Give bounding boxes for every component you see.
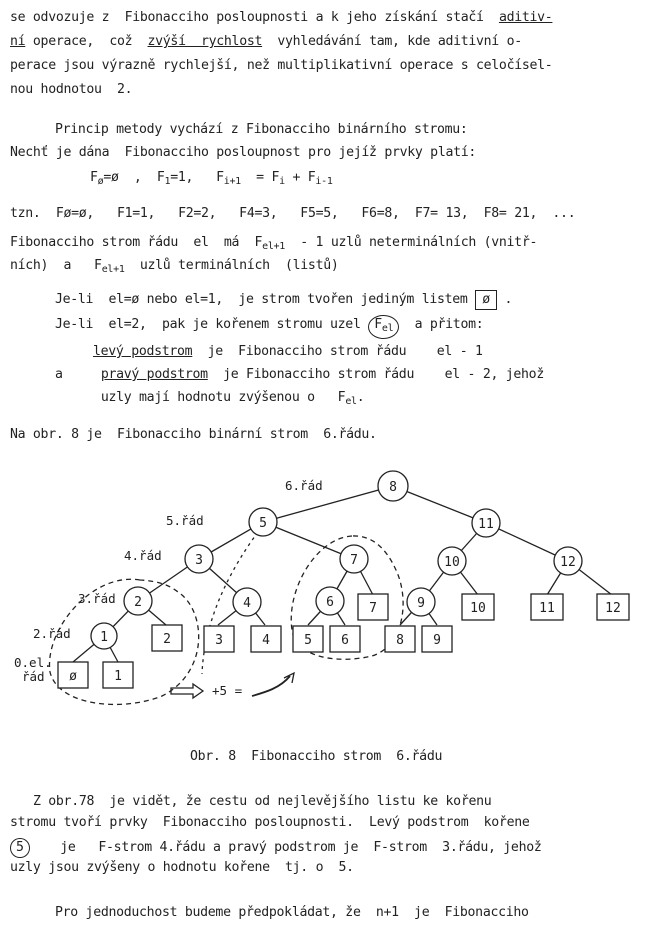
tree-node: 10 [444,555,460,570]
case-line-4: a pravý podstrom je Fibonacciho strom řádu el - 2, jehož [55,367,544,382]
tree-node: 2 [134,595,142,610]
tree-node: 6 [326,595,334,610]
closing-line-5: Pro jednoduchost budeme předpokládat, že n+1 je Fibonacciho [55,905,529,920]
principle-line: Princip metody vychází z Fibonacciho binárního stromu: [55,122,468,137]
tree-leaf: 6 [341,633,349,648]
tree-node: 9 [417,596,425,611]
closing-line-2: stromu tvoří prvky Fibonacciho posloupnosti. Levý podstrom kořene [10,815,530,830]
case-line-3: levý podstrom je Fibonacciho strom řádu el - 1 [93,344,483,359]
level-label: 6.řád [285,478,323,493]
tree-leaf: 12 [605,601,621,616]
tree-leaf: 1 [114,669,122,684]
fibonacci-tree-figure [0,460,669,710]
tree-leaf: 7 [369,601,377,616]
tree-node: 11 [478,517,494,532]
intro-line-3: perace jsou výrazně rychlejší, než multiplikativní operace s celočísel- [10,58,553,73]
tree-leaf: 9 [433,633,441,648]
level-label: 0.el. [14,655,52,670]
tree-leaf: 5 [304,633,312,648]
case-line-5: uzly mají hodnotu zvýšenou o $F_{el}$. [55,390,365,407]
formula-line: $F_ø=ø$ , $F_1=1$, $F_{i+1} = F_i + F_{i-1}$ [90,170,333,187]
tree-leaf: 10 [470,601,486,616]
tree-leaf: 3 [215,633,223,648]
figure-reference-line: Na obr. 8 je Fibonacciho binární strom 6.řádu. [10,427,377,442]
level-label: 3.řád [78,591,116,606]
sequence-values-line: tzn. Fø=ø, F1=1, F2=2, F4=3, F5=5, F6=8, F7= 13, F8= 21, ... [10,206,576,221]
intro-line-2: ní operace, což zvýší rychlost vyhledávání tam, kde aditivní o- [10,34,522,49]
tree-node: 5 [259,516,267,531]
root-circle-symbol: $F_{el}$ [368,315,399,339]
case-line-2: Je-li el=2, pak je kořenem stromu uzel $F_{el}$ a přitom: [55,315,483,339]
level-label: 5.řád [166,513,204,528]
tree-leaf: 4 [262,633,270,648]
closing-line-1: Z obr.78 je vidět, že cestu od nejlevějšího listu ke kořenu [33,794,492,809]
tree-node: 3 [195,553,203,568]
tree-node: 8 [389,480,397,495]
shift-label: +5 = [212,683,243,698]
level-label: 4.řád [124,548,162,563]
level-label: řád [22,669,45,684]
tree-node: 4 [243,596,251,611]
figure-caption: Obr. 8 Fibonacciho strom 6.řádu [190,749,443,764]
level-label: 2.řád [33,626,71,641]
closing-line-4: uzly jsou zvýšeny o hodnotu kořene tj. o 5. [10,860,354,875]
case-line-1: Je-li el=ø nebo el=1, je strom tvořen jediným listem ø . [55,290,512,310]
intro-line-4: nou hodnotou 2. [10,82,133,97]
tree-node: 1 [100,630,108,645]
tree-leaf: 11 [539,601,555,616]
tree-def-line-1: Fibonacciho strom řádu el má $F_{el+1} - 1$ uzlů neterminálních (vnitř- [10,235,538,252]
closing-line-3: 5 je F-strom 4.řádu a pravý podstrom je F-strom 3.řádu, jehož [10,838,542,858]
sequence-def-line: Nechť je dána Fibonacciho posloupnost pro jejíž prvky platí: [10,145,477,160]
tree-leaf: ø [69,669,77,684]
circled-five-symbol: 5 [10,838,30,858]
tree-leaf: 2 [163,632,171,647]
tree-node: 12 [560,555,576,570]
tree-leaf: 8 [396,633,404,648]
tree-node: 7 [350,553,358,568]
leaf-box-symbol: ø [475,290,497,310]
tree-def-line-2: ních) a $F_{el+1}$ uzlů terminálních (listů) [10,258,339,275]
intro-line-1: se odvozuje z Fibonacciho posloupnosti a k jeho získání stačí aditiv- [10,10,553,25]
